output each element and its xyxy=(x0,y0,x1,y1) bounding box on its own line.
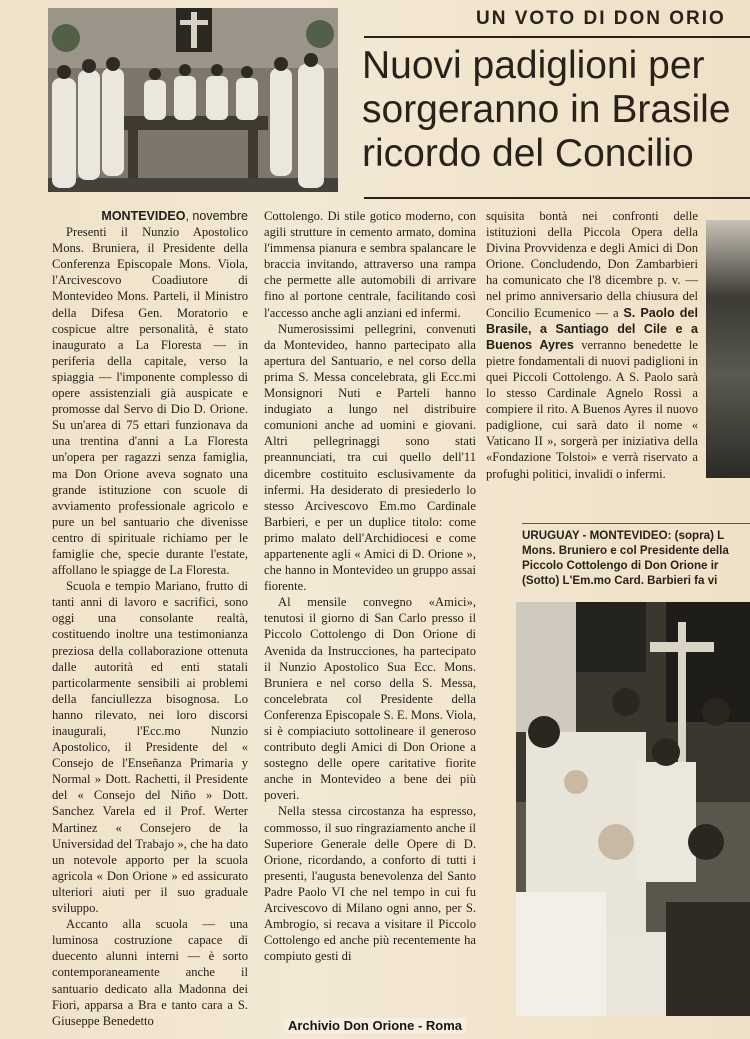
headline-line-3: ricordo del Concilio xyxy=(362,132,694,175)
paragraph: Nella stessa circostanza ha espresso, commosso, il suo ringraziamento anche il Superiore Generale delle Opere di D. Orione, ricordando, a conforto di tutti i presenti, l'augusta benevolenza del Santo Padre Paolo VI che nel tempo in cui fu Arcivescovo di Milano ogni anno, per S. Ambrogio, si recava a visitare il Piccolo Cottolengo ed anche più recentemente ha compiuto gesti di xyxy=(264,804,476,964)
headline-line-1: Nuovi padiglioni per xyxy=(362,44,705,87)
paragraph: Presenti il Nunzio Apostolico Mons. Bruniera, il Presidente della Conferenza Episcopale Mons. Viola, l'Arcivescovo Coadiutore di Montevideo Mons. Parteli, il Ministro della Difesa Gen. Moratorio e cospicue altre personalità, è stato inaugurato a La Floresta — in periferia della capitale, verso la spiaggia — l'imponente complesso di opere assistenziali già auspicate e promosse dal Servo di Dio D. Orione. Su un'area di 75 ettari funzionava da una trentina d'anni a La Floresta un'opera per ragazzi senza famiglia, ma Don Orione aveva sognato una grande istituzione con scuole di avviamento professionale agricolo e pure un bel santuario che divenisse centro di spirituale richiamo per le famiglie che, specie durante l'estate, affollano le spiagge de La Floresta. xyxy=(52,225,248,578)
photo-side-strip xyxy=(706,220,750,478)
paragraph: Scuola e tempio Mariano, frutto di tanti anni di lavoro e sacrifici, sono oggi una consolante realtà, costituendo inoltre una testimonianza preziosa della collaborazione ottenuta dalle autorità ed enti statali particolarmente sensibili ai problemi della fanciullezza bisognosa. Lo hanno rilevato, nei loro discorsi inaugurali, l'Ecc.mo Nunzio Apostolico, il Presidente del « Consejo de l'Enseñanza Primaria y Normal » Dott. Rachetti, il Presidente del « Consejo del Niño » Dott. Sanchez Varela ed il Prof. Werter Martinez « Consejero de la Universidad del Trabajo », che ha dato un notevole apporto per la scuola agricola « Don Orione » ed assicurato ulteriori aiuti per il suo graduale sviluppo. xyxy=(52,579,248,916)
caption-line: (Sotto) L'Em.mo Card. Barbieri fa vi xyxy=(522,574,718,587)
article-column-2 xyxy=(264,208,476,1018)
article-column-1 xyxy=(52,208,248,1028)
photo-caption xyxy=(522,528,750,590)
caption-line: Piccolo Cottolengo di Don Orione ir xyxy=(522,559,719,572)
archive-credit: Archivio Don Orione - Roma xyxy=(284,1018,466,1033)
headline-line-2: sorgeranno in Brasile xyxy=(362,88,731,131)
paragraph: Accanto alla scuola — una luminosa costruzione capace di duecento alunni interni — è sorto contemporaneamente anche il santuario dedicato alla Madonna dei Fiori, apparsa a Bra e tanto cara a S. Giuseppe Benedetto xyxy=(52,917,248,1028)
blessing-photo-illustration xyxy=(516,602,750,1016)
paragraph: Al mensile convegno «Amici», tenutosi il giorno di San Carlo presso il Piccolo Cottolengo di Don Orione di Avenida da Instrucciones, ha partecipato il Nunzio Apostolico Sua Ecc. Mons. Bruniera e nel corso della S. Messa, concelebrata col Presidente della Conferenza Episcopale S. E. Mons. Viola, si è compiaciuto sottolineare il generoso contributo degli Amici di Don Orione a sostegno delle opere caritative fiorite anche in Montevideo a bene dei più poveri. xyxy=(264,595,477,803)
headline-bottom-rule xyxy=(364,197,750,199)
paragraph: Numerosissimi pellegrini, convenuti da Montevideo, hanno partecipato alla apertura del Santuario, e nel corso della prima S. Messa concelebrata, gli Ecc.mi Monsignori Nuti e Parteli hanno indugiato a lungo nel distribuire comunioni anche ad uomini e giovani. Altri pellegrinaggi sono stati preannunciati, tra cui quello dell'11 dicembre costituito esclusivamente da infermi. Ha desiderato di presiederlo lo stesso Arcivescovo Em.mo Cardinale Barbieri, e per un duplice titolo: come primo malato dell'Archidiocesi e come appartenente agli « Amici di D. Orione », che hanno in Montevideo un gruppo assai fiorente. xyxy=(264,321,476,594)
headline-top-rule xyxy=(364,36,750,38)
dateline-date: , novembre xyxy=(185,209,248,223)
paragraph xyxy=(486,208,698,482)
paragraph: Cottolengo. Di stile gotico moderno, con agili strutture in cemento armato, domina l'immensa pianura e sembra spalancare le braccia invitando, attraverso una rampa che permette alle automobili di arrivare fino al portone centrale, facilitando così l'accesso anche agli anziani ed infermi. xyxy=(264,209,476,320)
caption-line: Mons. Bruniero e col Presidente della xyxy=(522,544,729,557)
photo-cardinal-blessing xyxy=(516,602,750,1016)
dateline xyxy=(52,208,248,224)
article-column-3 xyxy=(486,208,698,508)
caption-rule xyxy=(522,523,750,524)
paragraph-text: verranno benedette le pietre fondamentali di nuovi padiglioni in quei Piccoli Cottolengo. A S. Paolo sarà lo stesso Cardinale Agnelo Rossi a compiere il rito. A Buenos Ayres il nuovo padiglione, cui sarà dato il nome « Vaticano II », sorgerà per iniziativa della «Fondazione Tolstoi» e verrà riservato a profughi politici, invalidi o infermi. xyxy=(486,337,698,481)
paragraph-bold-cities: S. Paolo del Brasile, a Santiago del Cile e a Buenos Ayres xyxy=(486,305,698,352)
archive-footer xyxy=(0,1018,750,1039)
altar-photo-illustration xyxy=(48,8,338,192)
headline xyxy=(362,44,750,194)
photo-altar-ceremony xyxy=(48,8,338,192)
dateline-place: MONTEVIDEO xyxy=(101,209,186,223)
caption-line: URUGUAY - MONTEVIDEO: (sopra) L xyxy=(522,529,725,542)
paragraph-text: squisita bontà nei confronti delle istituzioni della Piccola Opera della Divina Provvidenza e degli Amici di Don Orione. Concludendo, Don Zambarbieri ha comunicato che l'8 dicembre p. v. — nel primo anniversario della chiusura del Concilio Ecumenico — a xyxy=(486,209,698,320)
kicker-heading: UN VOTO DI DON ORIO xyxy=(476,8,726,29)
